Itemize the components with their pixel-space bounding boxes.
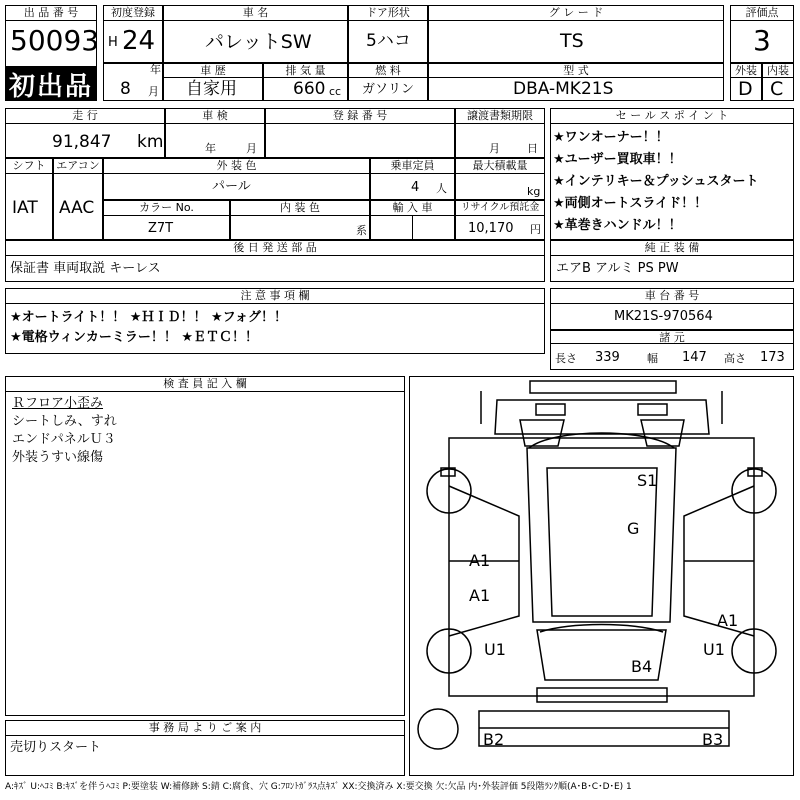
dimensions-label: 諸 元: [550, 330, 794, 344]
interior-grade: C: [770, 78, 784, 100]
grade-label: グ レ ー ド: [428, 5, 724, 21]
later-parts: 保証書 車両取説 キーレス: [10, 261, 161, 276]
month-unit: 月: [148, 85, 159, 98]
chassis-number: MK21S-970564: [614, 309, 713, 324]
footer-legend: A:ｷｽﾞ U:ﾍｺﾐ B:ｷｽﾞを伴うﾍｺﾐ P:要塗装 W:補修跡 S:錆 C:腐食、穴 G:ﾌﾛﾝﾄｶﾞﾗｽ点ｷｽﾞ XX:交換済み X:要交換 欠:欠品 内･外装評価 5段階ﾗﾝｸ順(A･B･C･D･E) 1: [5, 782, 632, 792]
length: 339: [595, 350, 620, 365]
capacity-label: 乗車定員: [370, 158, 455, 174]
car-name-label: 車 名: [163, 5, 348, 21]
import-label: 輸 入 車: [370, 200, 455, 216]
inspection-month-unit: 月: [246, 142, 257, 155]
max-load-label: 最大積載量: [455, 158, 545, 174]
sales-point: ★インテリキー＆プッシュスタート: [553, 174, 759, 189]
inspector-note: Ｒフロア小歪み: [12, 396, 104, 411]
damage-mark: A1: [717, 611, 739, 630]
first-listing-badge: 初出品: [5, 67, 97, 101]
damage-mark: G: [627, 519, 640, 538]
width-label: 幅: [647, 352, 658, 365]
office-label: 事 務 局 よ り ご 案 内: [5, 720, 405, 736]
reg-no-label: 登 録 番 号: [265, 108, 455, 124]
inspector-note: 外装うすい線傷: [12, 450, 104, 465]
history-label: 車 歴: [163, 63, 263, 78]
max-load-unit: kg: [527, 185, 541, 198]
exterior-label: 外装: [730, 63, 762, 78]
shift-label: シフト: [5, 158, 53, 174]
damage-mark: U1: [703, 640, 725, 659]
car-diagram: [409, 376, 794, 776]
chassis-label: 車 台 番 号: [550, 288, 794, 304]
sales-point: ★革巻きハンドル！！: [553, 218, 682, 233]
notes-label: 注 意 事 項 欄: [5, 288, 545, 304]
month: 8: [120, 79, 131, 99]
model-label: 型 式: [428, 63, 724, 78]
era: H: [108, 35, 118, 50]
damage-mark: U1: [484, 640, 506, 659]
displacement-unit: cc: [329, 85, 342, 98]
inspector-note: シートしみ、すれ: [12, 414, 117, 429]
inspection-year-unit: 年: [205, 142, 216, 155]
import-divider: [412, 216, 413, 240]
sales-point: ★ユーザー買取車！！: [553, 152, 682, 167]
sales-point: ★ワンオーナー！！: [553, 130, 669, 145]
damage-mark: A1: [469, 551, 491, 570]
exterior-grade: D: [738, 78, 753, 100]
grade: TS: [560, 30, 584, 52]
notes-line: ★オートライト！！ ★ＨＩＤ！！ ★フォグ！！: [10, 310, 287, 325]
inspector-note: エンドパネルＵ３: [12, 432, 116, 447]
car-name: パレットSW: [205, 31, 312, 53]
recycle-unit: 円: [530, 223, 541, 236]
transfer-month-unit: 月: [489, 142, 500, 155]
notes-line: ★電格ウィンカーミラー！！ ★ＥＴＣ！！: [10, 330, 259, 345]
door-type: 5ハコ: [366, 31, 411, 51]
lot-number-label: 出 品 番 号: [5, 5, 97, 21]
ac-label: エアコン: [53, 158, 103, 174]
transfer-label: 譲渡書類期限: [455, 108, 545, 124]
year: 24: [122, 26, 156, 56]
height: 173: [760, 350, 785, 365]
shift: IAT: [12, 198, 38, 218]
height-label: 高さ: [724, 352, 746, 365]
ac: AAC: [59, 198, 95, 218]
recycle-label: リサイクル預託金: [455, 200, 545, 216]
model: DBA-MK21S: [513, 79, 614, 99]
mileage-label: 走 行: [5, 108, 165, 124]
lot-number: 50093: [10, 24, 100, 57]
inspector-label: 検 査 員 記 入 欄: [5, 376, 405, 392]
later-parts-label: 後 日 発 送 部 品: [5, 240, 545, 256]
door-label: ドア形状: [348, 5, 428, 21]
genuine-equipment: エアB アルミ PS PW: [556, 261, 679, 276]
width: 147: [682, 350, 707, 365]
length-label: 長さ: [555, 352, 577, 365]
color-no: Z7T: [148, 221, 174, 236]
first-reg-label: 初度登録: [103, 5, 163, 21]
ext-color: パール: [212, 179, 251, 194]
fuel-label: 燃 料: [348, 63, 428, 78]
ext-color-label: 外 装 色: [103, 158, 370, 174]
damage-mark: S1: [637, 471, 658, 490]
color-no-label: カラー No.: [103, 200, 230, 216]
score-label: 評価点: [730, 5, 794, 21]
inspection-label: 車 検: [165, 108, 265, 124]
capacity: 4: [411, 180, 420, 195]
history: 自家用: [186, 79, 237, 99]
mileage-unit: km: [137, 132, 164, 152]
transfer-day-unit: 日: [527, 142, 538, 155]
damage-mark: B4: [631, 657, 653, 676]
damage-mark: B3: [702, 730, 724, 749]
int-color-label: 内 装 色: [230, 200, 370, 216]
recycle-amount: 10,170: [468, 221, 514, 236]
mileage: 91,847: [52, 132, 112, 152]
damage-mark: A1: [469, 586, 491, 605]
genuine-label: 純 正 装 備: [550, 240, 794, 256]
displacement-label: 排 気 量: [263, 63, 348, 78]
year-unit: 年: [150, 63, 161, 76]
interior-label: 内装: [762, 63, 794, 78]
score: 3: [753, 24, 771, 57]
displacement: 660: [293, 79, 326, 99]
sales-point: ★両側オートスライド！！: [553, 196, 708, 211]
office-note: 売切りスタート: [10, 740, 102, 755]
int-color-unit: 系: [356, 224, 367, 237]
capacity-unit: 人: [436, 182, 447, 195]
fuel: ガソリン: [362, 82, 415, 97]
damage-mark: B2: [483, 730, 505, 749]
sales-points-label: セ ー ル ス ポ イ ン ト: [550, 108, 794, 124]
